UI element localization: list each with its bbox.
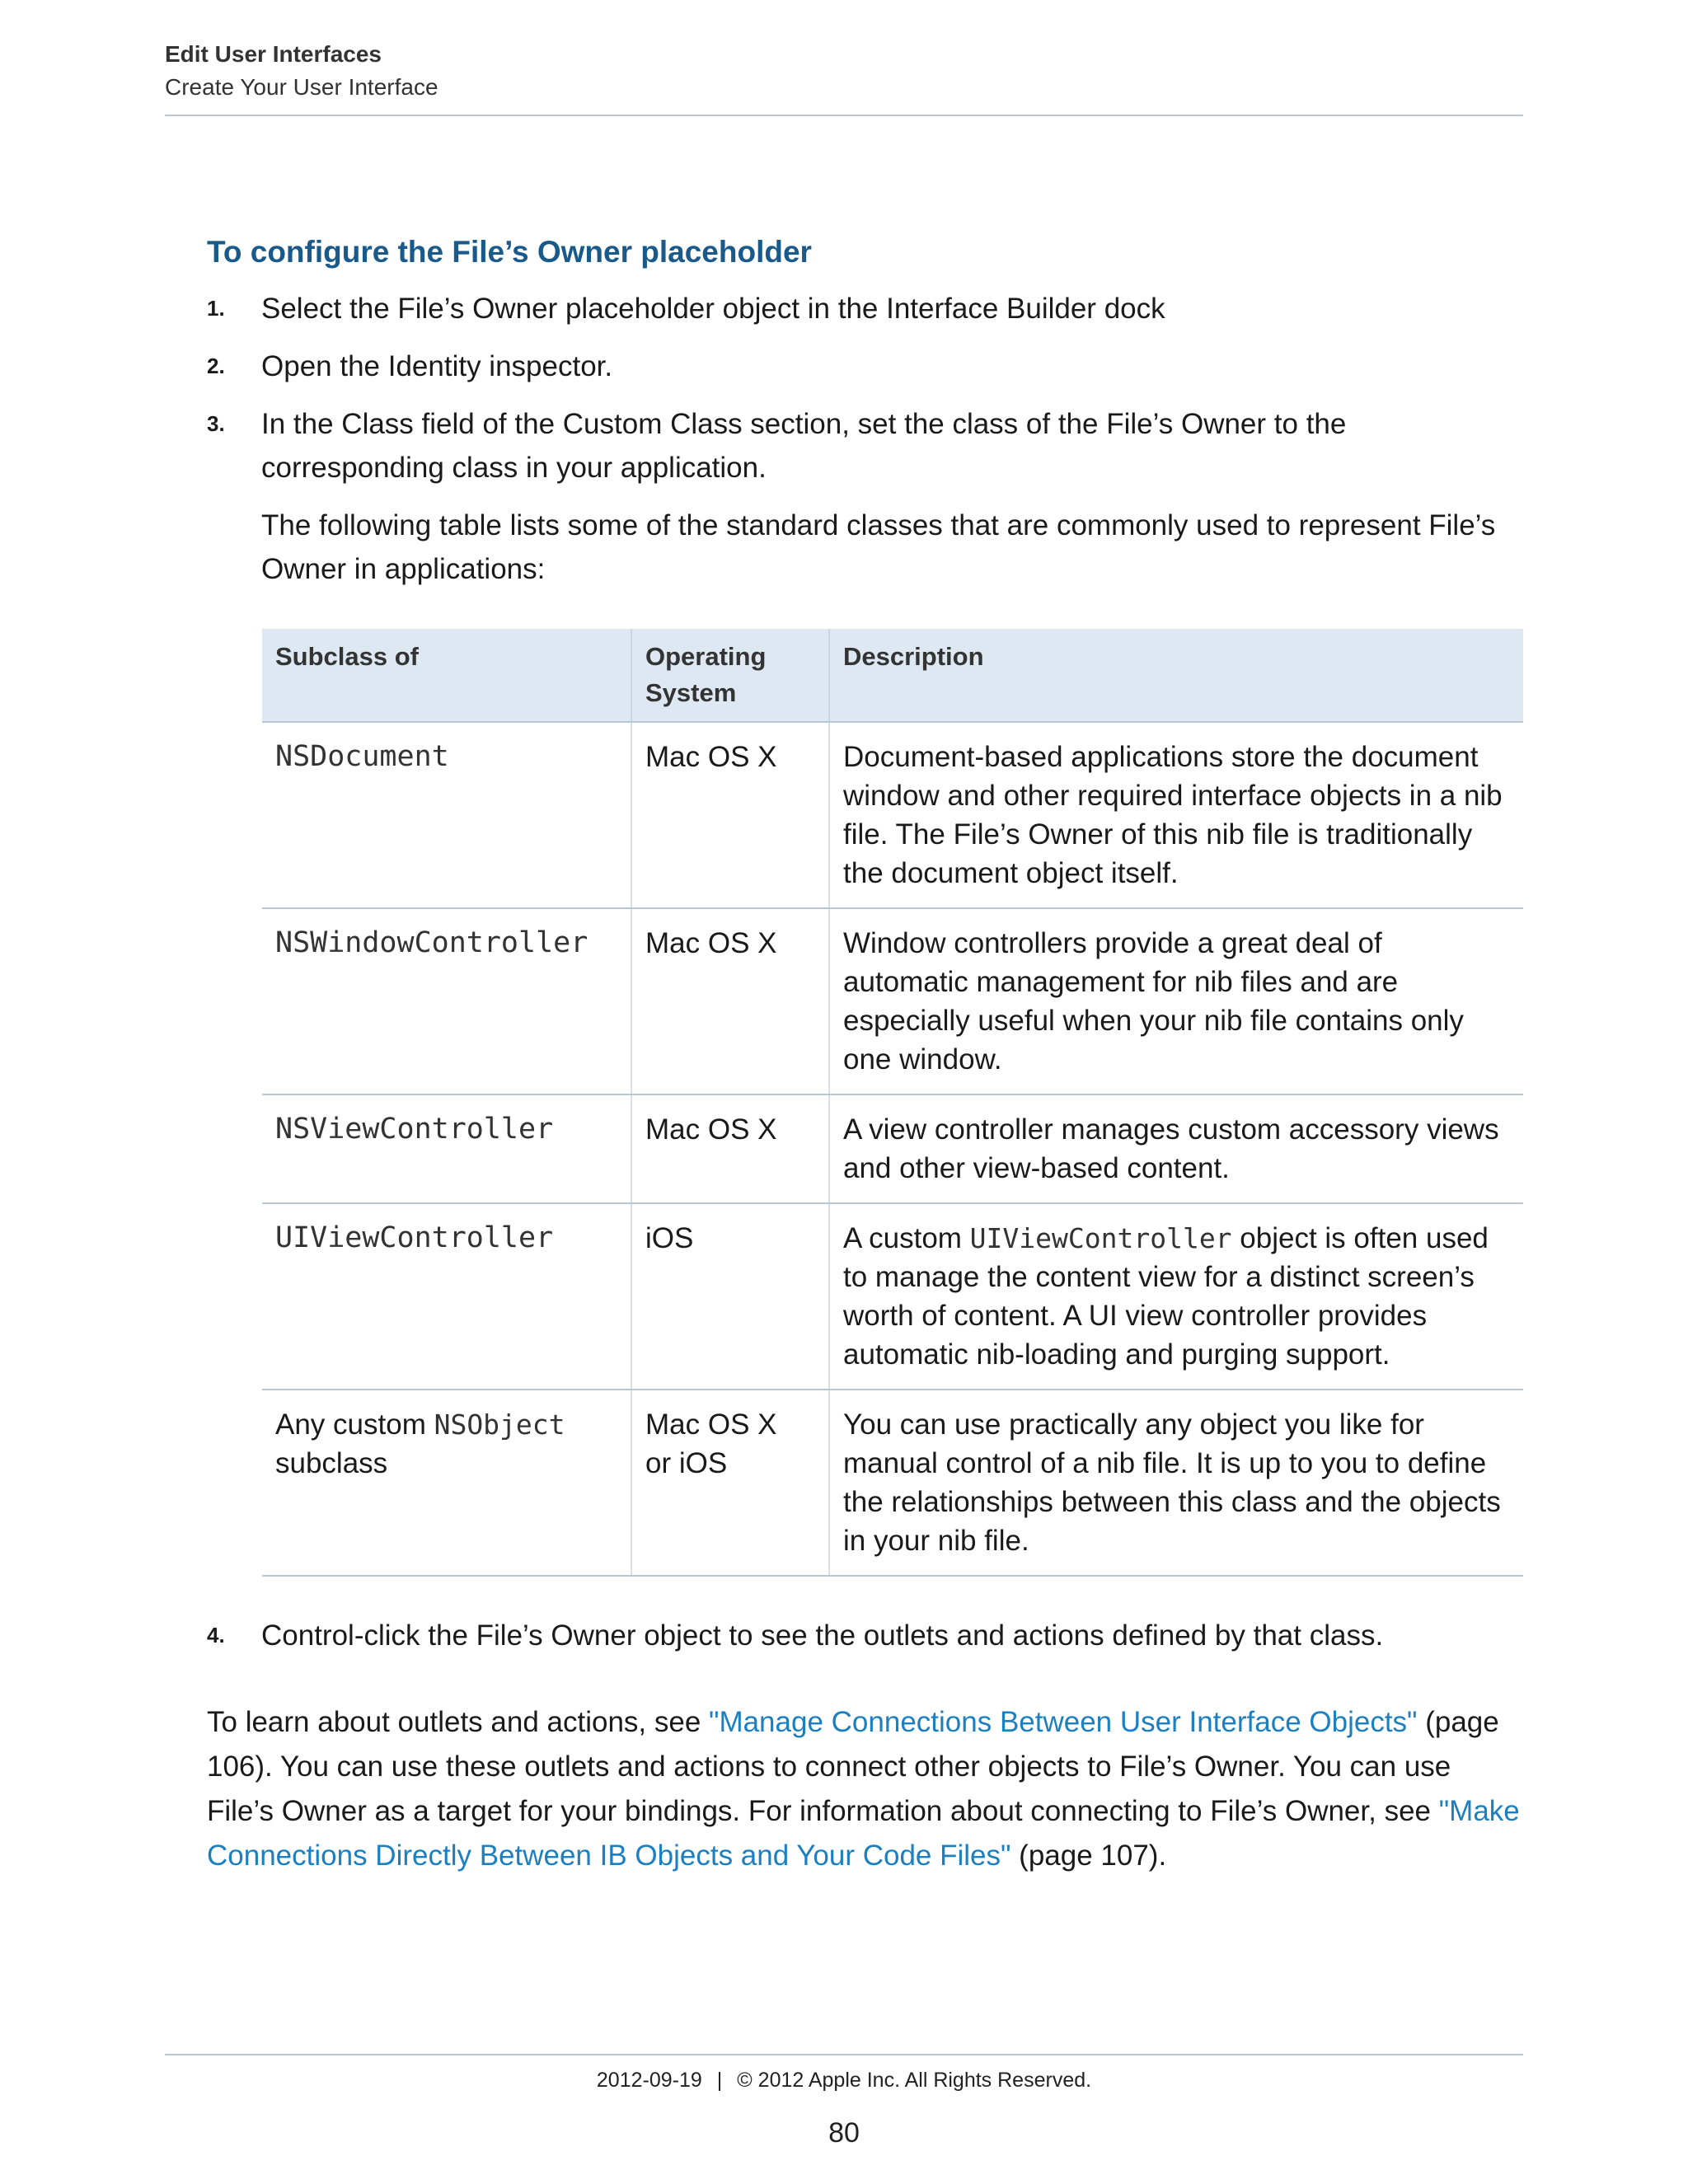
closing-text: (page 107).	[1010, 1840, 1167, 1872]
column-header-subclass: Subclass of	[262, 629, 631, 722]
step-text: Control-click the File’s Owner object to see the outlets and actions defined by that class.	[261, 1619, 1384, 1652]
subclass-text: Any custom	[275, 1408, 434, 1441]
description-text: object is often used to manage the content view for a distinct screen’s worth of content. A UI view controller provides automatic nib-loading and purging support.	[843, 1222, 1489, 1371]
manage-connections-link[interactable]: "Manage Connections Between User Interface Objects"	[709, 1706, 1418, 1738]
description-cell: You can use practically any object you like for manual control of a nib file. It is up to you to define the relationships between this class and the objects in your nib file.	[829, 1390, 1523, 1576]
owner-classes-table	[262, 629, 1523, 1577]
step-number: 3.	[207, 411, 225, 436]
section-title: Create Your User Interface	[165, 74, 438, 100]
closing-paragraph	[207, 1700, 1523, 1878]
table-row	[262, 1203, 1523, 1390]
step-2	[207, 344, 1523, 388]
subclass-cell: NSWindowController	[262, 908, 631, 1094]
table-row	[262, 1094, 1523, 1203]
column-header-os: Operating System	[631, 629, 829, 722]
table-header-row	[262, 629, 1523, 722]
step-1	[207, 287, 1523, 330]
os-cell	[631, 1390, 829, 1576]
closing-text: (page 106). You can use these outlets and actions to connect other objects to File’s Owner. You can use File’s Owner as a target for your bindings. For information about connecting to File’s Owner, see	[207, 1706, 1499, 1827]
description-cell	[829, 1203, 1523, 1390]
class-code: NSObject	[434, 1408, 565, 1441]
header-divider	[165, 115, 1523, 116]
description-text: A custom	[843, 1222, 970, 1254]
table-row	[262, 722, 1523, 908]
footer-separator: |	[716, 2069, 723, 2092]
column-header-description: Description	[829, 629, 1523, 722]
make-connections-link[interactable]: "Make Connections Directly Between IB Objects and Your Code Files"	[207, 1795, 1520, 1872]
step-text: Select the File’s Owner placeholder object in the Interface Builder dock	[261, 293, 1165, 325]
subclass-cell: NSViewController	[262, 1094, 631, 1203]
footer-date: 2012-09-19	[596, 2069, 702, 2092]
subclass-cell: UIViewController	[262, 1203, 631, 1390]
step-text: Open the Identity inspector.	[261, 350, 613, 382]
os-cell: iOS	[631, 1203, 829, 1390]
step-paragraph: The following table lists some of the standard classes that are commonly used to represent File’s Owner in applications:	[261, 509, 1496, 585]
step-3	[207, 402, 1523, 591]
subclass-text: subclass	[275, 1447, 388, 1479]
step-number: 1.	[207, 296, 225, 321]
task-title: To configure the File’s Owner placeholder	[207, 235, 812, 269]
table-row	[262, 908, 1523, 1094]
step-text: In the Class field of the Custom Class section, set the class of the File’s Owner to the corresponding class in your application.	[261, 408, 1347, 484]
chapter-title: Edit User Interfaces	[165, 41, 382, 67]
os-cell: Mac OS X	[631, 1094, 829, 1203]
description-cell: Document-based applications store the document window and other required interface objects in a nib file. The File’s Owner of this nib file is traditionally the document object itself.	[829, 722, 1523, 908]
page-number: 80	[828, 2117, 860, 2149]
os-cell: Mac OS X	[631, 722, 829, 908]
class-code: UIViewController	[969, 1222, 1232, 1254]
description-cell: Window controllers provide a great deal of automatic management for nib files and are especially useful when your nib file contains only one window.	[829, 908, 1523, 1094]
steps-list	[207, 287, 1523, 605]
page-footer	[165, 2065, 1523, 2095]
closing-text: To learn about outlets and actions, see	[207, 1706, 710, 1738]
page-header	[165, 38, 1523, 104]
os-text: Mac OS X	[645, 1408, 777, 1441]
subclass-cell	[262, 1390, 631, 1576]
footer-copyright: © 2012 Apple Inc. All Rights Reserved.	[737, 2069, 1092, 2092]
subclass-cell: NSDocument	[262, 722, 631, 908]
step-number: 4.	[207, 1623, 225, 1647]
step-4	[207, 1614, 1578, 1657]
step-number: 2.	[207, 354, 225, 378]
table-row	[262, 1390, 1523, 1576]
os-text: or iOS	[645, 1447, 728, 1479]
description-cell: A view controller manages custom accessory views and other view-based content.	[829, 1094, 1523, 1203]
os-cell: Mac OS X	[631, 908, 829, 1094]
footer-divider	[165, 2054, 1523, 2055]
